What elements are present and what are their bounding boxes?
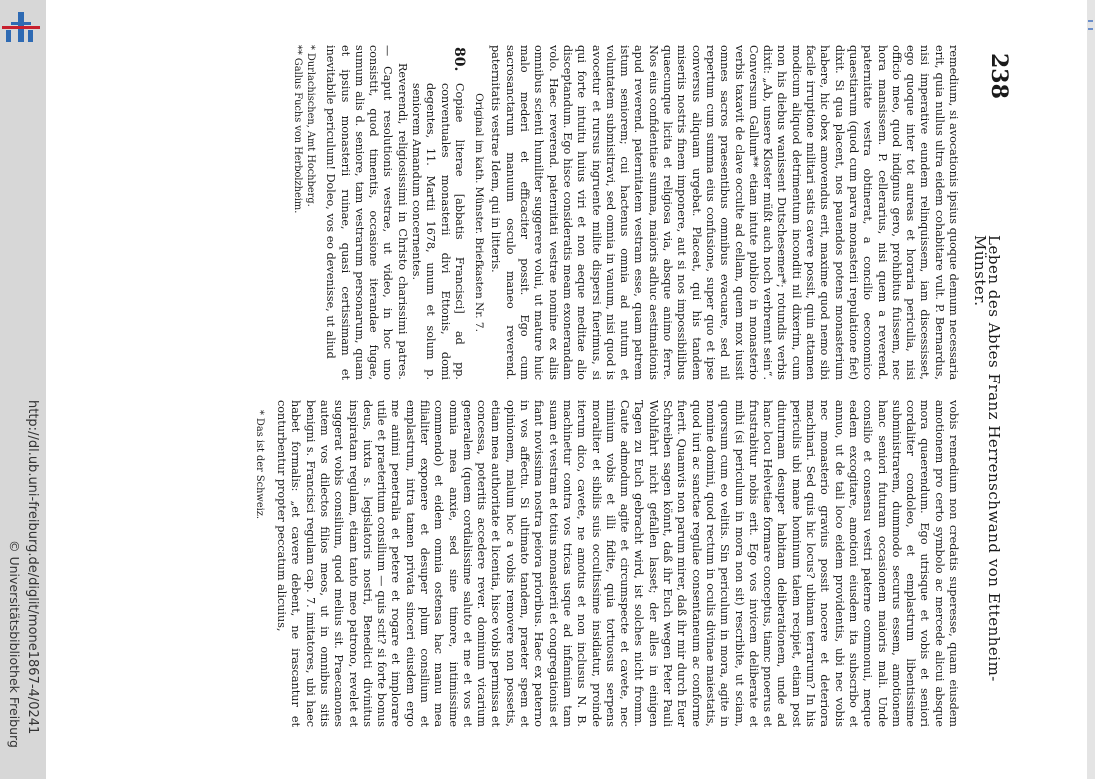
scanned-page xyxy=(140,45,1012,727)
left-paragraph-1: remedium, si avocationis ipsius quoque demum necessaria erit, quia nullus ultra eidem cohabitare vult. P. Bernardus, nisi imperative eundem relinquissem, iam discessisset, ego quoque inter tot aureas et horaria periculia, nisi officio meo, quod indignus gero, prohibitus fuissem, nec hora mansissem. P. cellerarius, nisi quem a reverend. paternitate vestra obtinerat, a concilio oeconomico quaestiarum (quod cum parva monasterii repulatione fiet) dixit. Si qua placent, nos pauendos potens monasterium habere, hic obex amovendus erit, maxime quod nemo sibi facile irruptione militari satis cavere possit, quin attamen modicum aliquod detrimentum inconditi nil dixerim, cum non his diebus wanissent Dutschesemer*; rotundis verbis dixit: „Ab, unsere Kloster müßt auch noch verbrennt sein“. Conversum Gallum** etiam intute publico in monasterio verbis taxavit de clave occulte ad cellam, quem mox iussit omnes sacros praesentibus omnibus evacuare, sed nil repertum cum summa eius confusione, super quo et ipse conversus aliquam urgebat. Placeat, qui his tandem miseriis nostris finem imponere, aut si nos impossibilibus quaecunque licita et religiosa via, absque animo ferre. Nos eius confidentiae summa, maioris adhuc aestimationis apud reverend. paternitatem vestram esse, quam patrem istum seniorem; cui hactenus omnia ad nutum et voluntatem submisitravi, sed omnia in vanum, nisi quod is avocetur et rursus ingruente milite dispersi fuerimus, si qui forte intuitu huius viri et non aeque meditae alio disceptandum. Ego hisce consideratis meam exonerandam volo. Haec reverend. paternitati vestrae nomine ex aliis omnibus scienti humiliter suggerere volui, ut mature huic malo mederi et efficaciter possit. Ego cum sacrosanctarum manuum osculo maneo reverend. paternitatis vestrae Idem, qui in litteris. xyxy=(489,45,960,380)
running-head: Leben des Abtes Franz Herrenschwand von Ettenheim-Münster. xyxy=(970,235,1003,682)
page-scrollbar[interactable] xyxy=(1087,0,1095,779)
right-column xyxy=(251,400,960,727)
left-paragraph-2: Reverendi, religiosissimi in Christo charissimi patres. — Caput resolutionis vestrae, ut video, in hoc uno consistit, quod timentis, occasione iterandae fugae, sumum alis d. seniore, tam vestrarum personarum, quam et ipsius monasterii ruinae, quasi certissimam et inevitabile periculum! Doleo, vos eo devenisse, ut aliud xyxy=(324,45,409,380)
document-number: 80. xyxy=(450,47,467,72)
right-footnote-1: * Das ist der Schweiz. xyxy=(253,410,265,520)
right-paragraph-1: vobis remedium non credatis superesse, quam eiusdem amotionem pro certo symbolo ac mercede alicui absque mora quaerendum. Ego utrisque et vobis et seniori cordaliter condoleo, et emplastrum libentissime subministrarem, dummodo securus essem, amotionem hanc seniori futuram occasionem maioris mali. Unde consilio et consensu vestri paterne commonui, meque eadem excogitare, amotioni eiusdem ita subscribo et annuo, ut de tali loco eidem providentis, ubi nec vobis nec monasterio gravius possit nocere et deteriora machinari. Sed quis hic locus? ubinam terrarum? In his periculis ubi mane hominum talem recipiet, etiam post diuturnam desuper habitam deliberationem, unde ad hanc locu Helvetiae formare conceptus, tiamc pnoerus et frustrabitur nobis erit. Ego vos invicem deliberate et mihi (si periculum in mora non sit) rescribite, ut sciam, quorsum cum eo velitis. Sin periculum in mora, agite in nomine domini, quod rectum in oculis divinae maiestatis, quod iuri ac sanctae regulae consentaneum ac conforme fuerit. Quamvis non parum mirer, daß ihr mir durch Euer Schreiben sagen könnt, daß ihr Euch wegen Peter Pauli Wohlfahrt nicht gefallen lasset; der alles in einigen Tagen zu Euch gebracht wird, ist solches nicht fromm. Caute admodum agite et circumspecte et cavete, nec nimium vobis et illi fidite, quia tortuosus serpens moraliter et sibilis suis occultissime insidiatur, proinde iterum dico, cavete, ne amotus et non inclusus N. B. machinetur contra vos tricas usque ad infamiam tam suam et vestram et totius monasterii et congregationis et fiant novissima nostra peiora prioribus. Haec ex paterno in vos affectu. Si ultimato tandem, praeter spem et opinionem, malum hoc a vobis removere non possetis, etiam mea authoritate et licentia, hisce vobis permissa et concessa, poteritis accedere rever. dominum vicarium generalem (quem cordialissime saluto et me et vos et omnia mea anxie, sed sine timore, intimissime commendo) et eidem omnia ostensa hac manu mea filialiter exponere et desuper plum consilium et emplastrum, intra tamen privata sinceri eiusdem ergo me animi penetralia et petere et rogare et implorare utile et praeteritum consilium — quis scit? si forte bonus deus, iuxta s. legislatoris nostri, Benedicti divinitus inspiratam regulam, etiam tanto meo patrono, revelet et suggerat vobis consilium, quod melius sit. Praecanones autem vos dilectos filios meos, ut in omnibus sitis benigni s. Francisci regulam cap. 7. imitatores, ubi haec habet formalis: „et cavere debent, ne irascantur et conturbentur propter peccatum alicuius, xyxy=(275,400,960,727)
page-number: 238 xyxy=(986,53,1012,99)
left-footnote-1: * Durlachischen, Amt Hochberg. xyxy=(304,45,316,207)
document-title: Copiae literae [abbatis Francisci] ad pp. conventuales monasterii divi Ettonis, domi degentes, 11. Martii 1678, unum et solum p. seniorem Amandum concernentes. xyxy=(410,83,466,380)
left-source-line: Original im kath. Münster. Briefkasten Nr. 7. xyxy=(473,93,486,332)
page-header xyxy=(970,45,1012,720)
document-entry-80 xyxy=(409,45,466,380)
left-footnote-2: ** Gallus Fuchs von Herbolzheim. xyxy=(291,45,303,214)
left-column xyxy=(291,45,960,380)
copyright-notice: © Universitätsbibliothek Freiburg xyxy=(7,540,22,748)
footer-credits xyxy=(0,0,46,779)
source-url[interactable]: http://dl.ub.uni-freiburg.de/diglit/mone1867-4/0241 xyxy=(25,400,40,735)
